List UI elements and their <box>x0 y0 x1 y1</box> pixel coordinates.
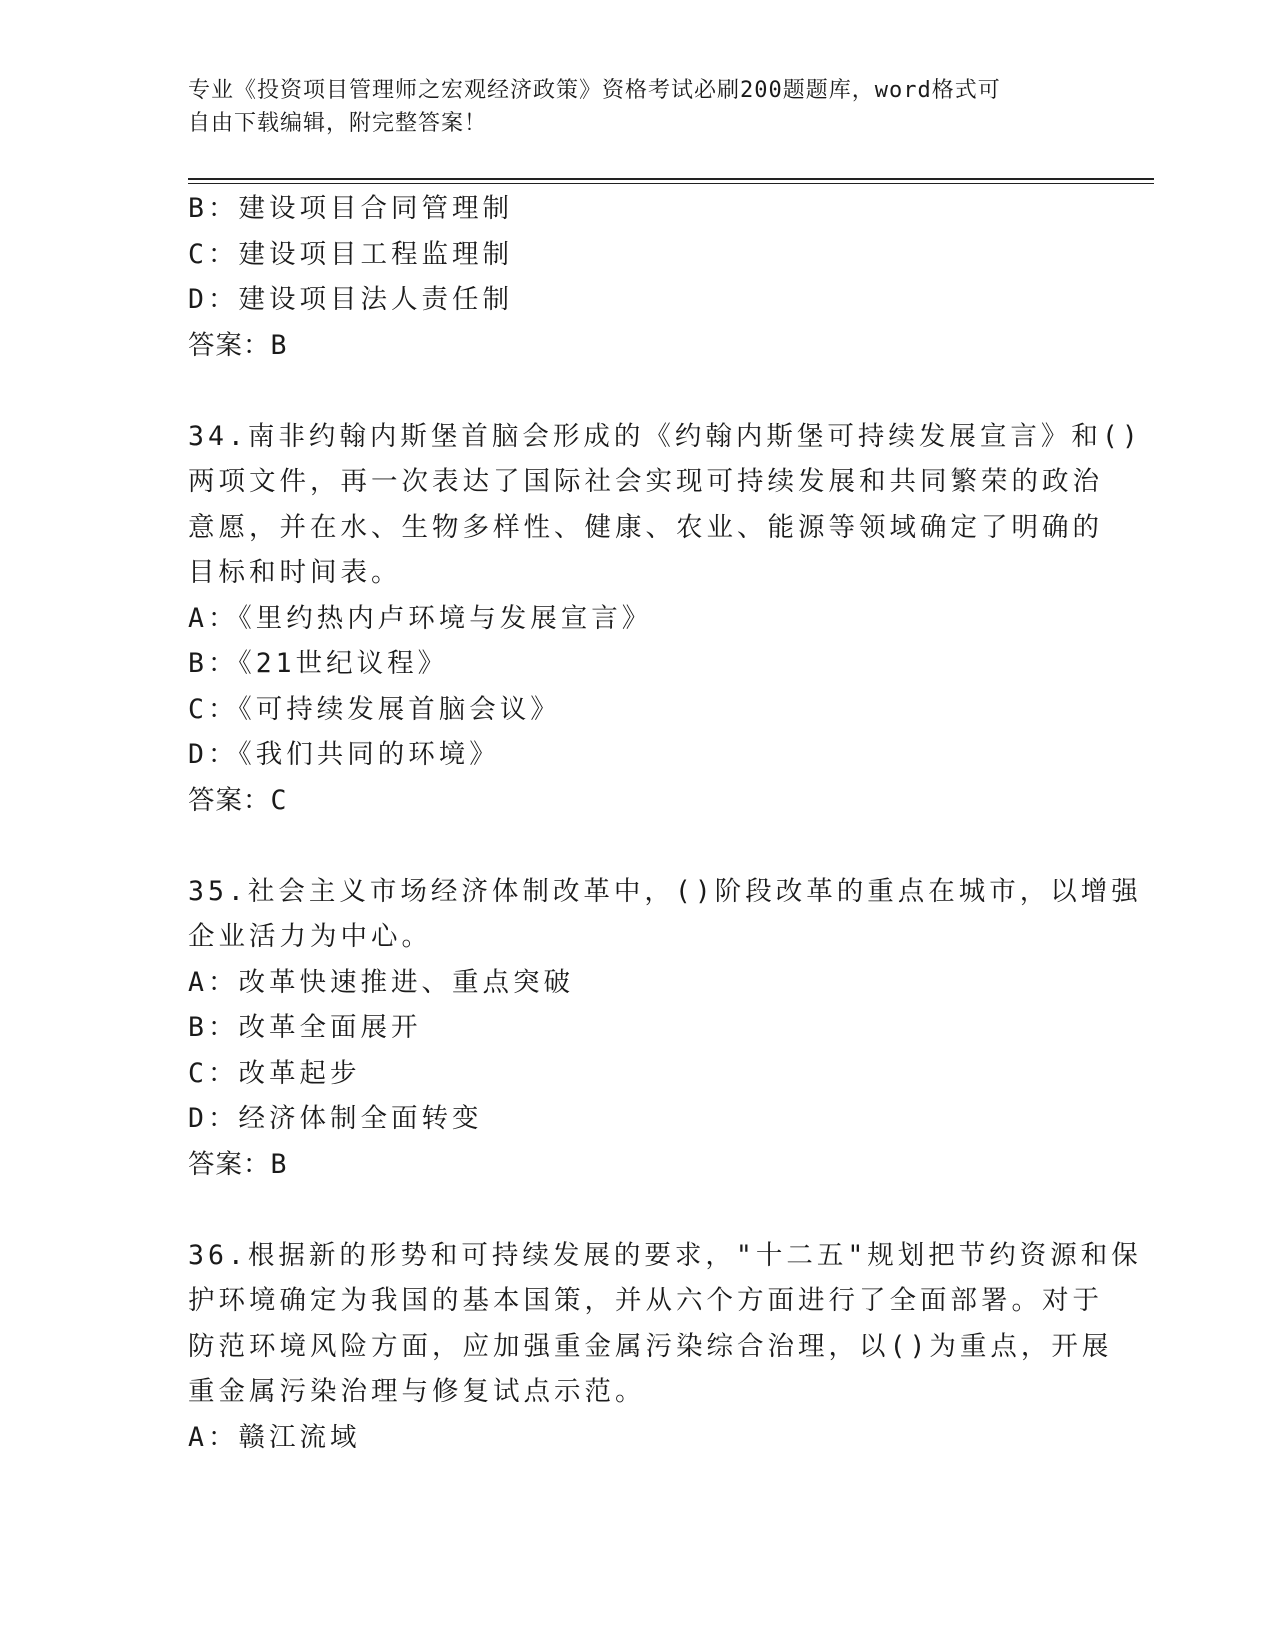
option-a: A：赣江流域 <box>188 1421 361 1453</box>
option-a: A：改革快速推进、重点突破 <box>188 966 574 998</box>
question-list <box>188 186 1142 1460</box>
option-b: B：《21世纪议程》 <box>188 648 449 679</box>
question-text-line: 企业活力为中心。 <box>188 921 432 952</box>
option-d: D：建设项目法人责任制 <box>188 284 513 315</box>
header-title-line-1: 专业《投资项目管理师之宏观经济政策》资格考试必刷200题题库，word格式可 <box>188 78 1001 103</box>
header-divider-thin <box>188 183 1154 184</box>
question-text-line: 35.社会主义市场经济体制改革中，()阶段改革的重点在城市，以增强 <box>188 875 1142 907</box>
option-c: C：《可持续发展首脑会议》 <box>188 693 561 725</box>
question-text-line: 护环境确定为我国的基本国策，并从六个方面进行了全面部署。对于 <box>188 1285 1103 1316</box>
header-divider-thick <box>188 178 1154 180</box>
option-c: C：改革起步 <box>188 1057 361 1089</box>
question-text-line: 目标和时间表。 <box>188 557 402 588</box>
answer-line: 答案：B <box>188 329 288 361</box>
option-b: B：改革全面展开 <box>188 1012 422 1043</box>
question-text-line: 两项文件，再一次表达了国际社会实现可持续发展和共同繁荣的政治 <box>188 466 1103 497</box>
question-block-34 <box>188 414 1142 824</box>
question-text-line: 意愿，并在水、生物多样性、健康、农业、能源等领域确定了明确的 <box>188 511 1103 543</box>
spacer <box>188 368 1088 414</box>
spacer <box>188 823 1088 869</box>
answer-line: 答案：C <box>188 784 288 816</box>
question-text-line: 重金属污染治理与修复试点示范。 <box>188 1376 646 1407</box>
question-text-line: 34.南非约翰内斯堡首脑会形成的《约翰内斯堡可持续发展宣言》和() <box>188 420 1142 452</box>
spacer <box>188 1187 1088 1233</box>
question-block-36 <box>188 1233 1142 1461</box>
answer-line: 答案：B <box>188 1148 288 1180</box>
question-text-line: 36.根据新的形势和可持续发展的要求，"十二五"规划把节约资源和保 <box>188 1239 1142 1271</box>
header-title-line-2: 自由下载编辑，附完整答案！ <box>188 111 488 136</box>
option-d: D：《我们共同的环境》 <box>188 739 500 770</box>
option-a: A：《里约热内卢环境与发展宣言》 <box>188 602 653 634</box>
question-block-35 <box>188 869 1142 1188</box>
question-text-line: 防范环境风险方面，应加强重金属污染综合治理，以()为重点，开展 <box>188 1330 1113 1362</box>
option-b: B：建设项目合同管理制 <box>188 193 513 224</box>
option-d: D：经济体制全面转变 <box>188 1103 483 1134</box>
document-header <box>188 74 1068 140</box>
option-c: C：建设项目工程监理制 <box>188 238 513 270</box>
question-block-33 <box>188 186 1088 368</box>
